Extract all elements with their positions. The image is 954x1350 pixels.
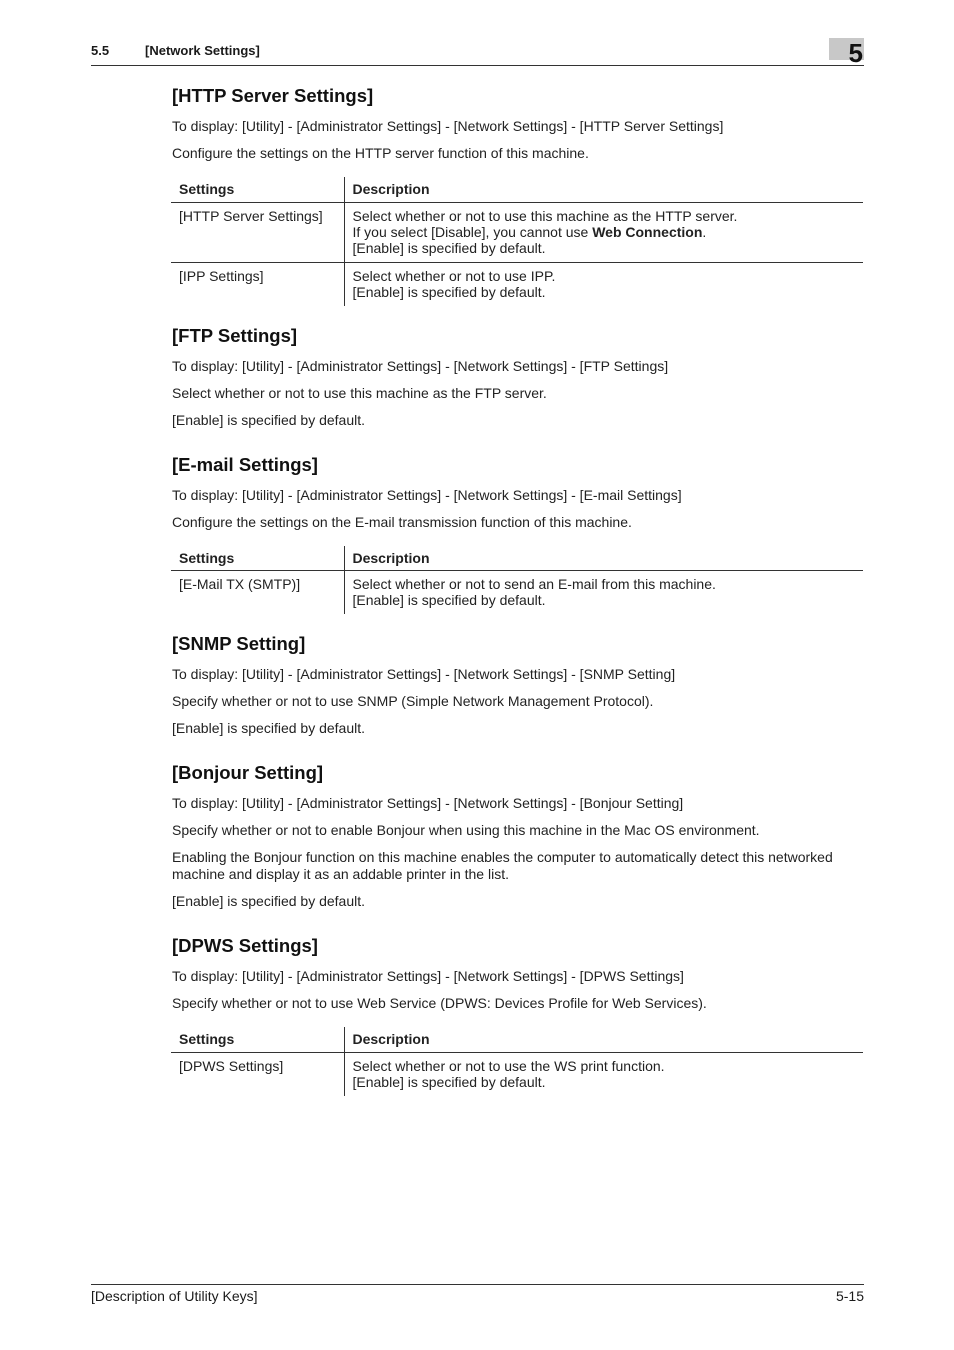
column-header-settings: Settings	[171, 177, 344, 202]
section-title: [HTTP Server Settings]	[172, 85, 374, 106]
section-title: [DPWS Settings]	[172, 935, 318, 956]
table-row	[171, 571, 863, 615]
section-description: Specify whether or not to use Web Service (DPWS: Devices Profile for Web Services).	[172, 995, 707, 1011]
section-ftp	[172, 324, 864, 429]
settings-table	[171, 177, 863, 306]
navigation-path: To display: [Utility] - [Administrator Settings] - [Network Settings] - [HTTP Server Settings]	[172, 118, 724, 134]
header-section-number: 5.5	[91, 43, 110, 58]
column-header-settings: Settings	[171, 1027, 344, 1052]
setting-name: [E-Mail TX (SMTP)]	[171, 571, 344, 615]
section-dpws	[172, 934, 864, 1096]
table-header-row	[171, 177, 863, 202]
section-title: [SNMP Setting]	[172, 633, 306, 654]
page-header	[91, 36, 864, 66]
page-number: 5-15	[835, 1288, 864, 1304]
section-title: [E-mail Settings]	[172, 453, 318, 475]
navigation-path: To display: [Utility] - [Administrator Settings] - [Network Settings] - [E-mail Settings]	[172, 486, 682, 503]
section-description: Select whether or not to use this machine as the FTP server.	[172, 384, 547, 401]
setting-description: Select whether or not to use the WS print function. [Enable] is specified by default.	[352, 1057, 665, 1090]
setting-name: [HTTP Server Settings]	[171, 202, 344, 262]
section-bonjour	[172, 761, 864, 910]
navigation-path: To display: [Utility] - [Administrator Settings] - [Network Settings] - [FTP Settings]	[172, 357, 669, 374]
setting-name: [IPP Settings]	[171, 262, 344, 306]
column-header-settings: Settings	[171, 546, 344, 571]
chapter-tab	[829, 38, 864, 68]
setting-description: Select whether or not to send an E-mail from this machine. [Enable] is specified by default.	[352, 576, 716, 608]
table-row	[171, 1052, 863, 1096]
table-header-row	[171, 546, 863, 571]
setting-description: Select whether or not to use this machine as the HTTP server. If you select [Disable], you cannot use Web Connection. [Enable] is specified by default.	[344, 202, 863, 262]
header-section-title: [Network Settings]	[145, 43, 260, 58]
default-note: [Enable] is specified by default.	[172, 893, 366, 909]
settings-table	[171, 1027, 863, 1096]
table-header-row	[171, 1027, 863, 1052]
navigation-path: To display: [Utility] - [Administrator Settings] - [Network Settings] - [SNMP Setting]	[172, 666, 676, 682]
section-title: [FTP Settings]	[172, 324, 298, 346]
section-detail: Enabling the Bonjour function on this machine enables the computer to automatically detect this networked machine and display it as an addable printer in the list.	[172, 849, 833, 882]
section-description: Specify whether or not to enable Bonjour when using this machine in the Mac OS environment.	[172, 822, 760, 838]
table-row	[171, 262, 863, 306]
web-connection-term: Web Connection	[592, 223, 703, 240]
setting-description: Select whether or not to use IPP. [Enable] is specified by default.	[352, 267, 556, 300]
default-note: [Enable] is specified by default.	[172, 411, 366, 428]
section-email	[172, 453, 864, 615]
table-row	[171, 202, 863, 262]
chapter-number: 5	[848, 38, 863, 68]
column-header-description: Description	[344, 546, 863, 571]
column-header-description: Description	[344, 1027, 863, 1052]
page-footer	[91, 1284, 864, 1306]
main-content	[172, 84, 864, 1096]
column-header-description: Description	[344, 177, 863, 202]
section-title: [Bonjour Setting]	[172, 762, 324, 783]
section-http-server	[172, 84, 864, 306]
section-description: Configure the settings on the E-mail transmission function of this machine.	[172, 513, 632, 530]
footer-chapter-title: [Description of Utility Keys]	[91, 1288, 258, 1304]
navigation-path: To display: [Utility] - [Administrator Settings] - [Network Settings] - [Bonjour Setting]	[172, 795, 684, 811]
section-snmp	[172, 632, 864, 737]
navigation-path: To display: [Utility] - [Administrator Settings] - [Network Settings] - [DPWS Settings]	[172, 968, 684, 984]
section-description: Specify whether or not to use SNMP (Simple Network Management Protocol).	[172, 693, 654, 709]
section-description: Configure the settings on the HTTP server function of this machine.	[172, 145, 589, 161]
default-note: [Enable] is specified by default.	[172, 720, 366, 736]
settings-table	[171, 546, 863, 615]
setting-name: [DPWS Settings]	[171, 1052, 344, 1096]
